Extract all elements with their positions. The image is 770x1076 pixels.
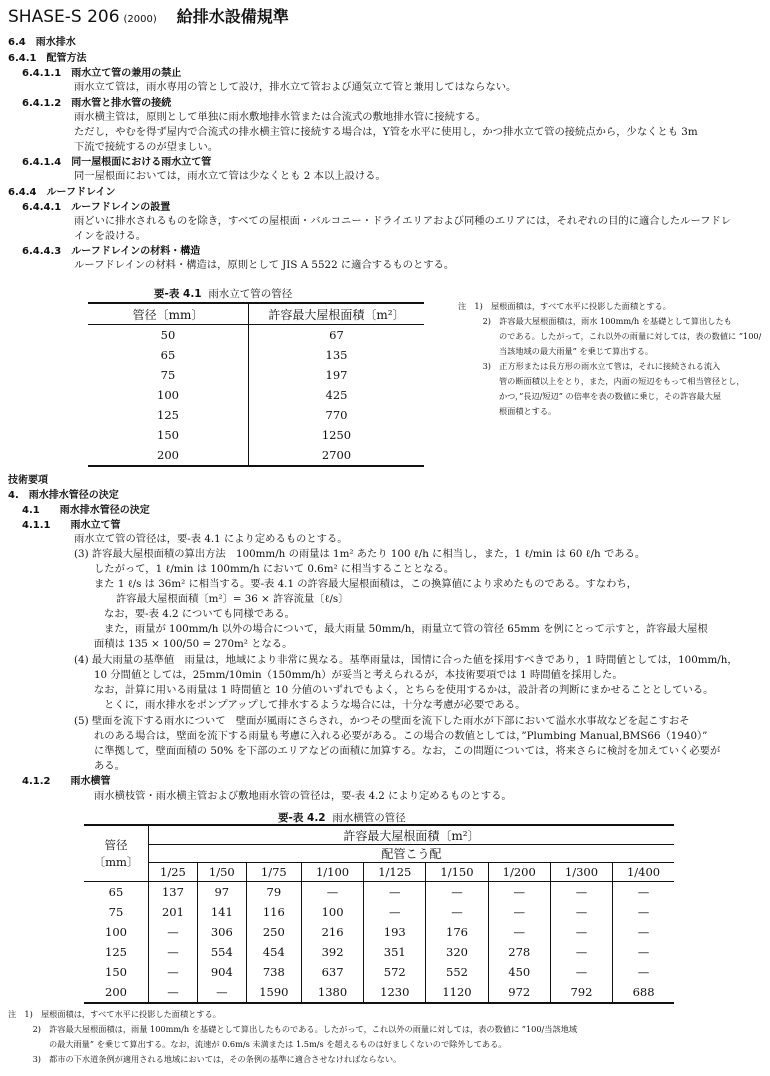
cell-area: 1590 bbox=[246, 982, 301, 1003]
cell-area: 450 bbox=[488, 962, 550, 982]
cell-area: — bbox=[613, 882, 674, 903]
cell-area: 97 bbox=[197, 882, 246, 903]
note-line: 注 1) 屋根面積は，すべて水平に投影した面積とする。 bbox=[8, 1009, 221, 1019]
note-line: 当該地域の最大雨量” を乗じて算出する。 bbox=[458, 346, 654, 356]
standard-code: SHASE-S 206 bbox=[8, 7, 120, 27]
cell-area: — bbox=[550, 962, 612, 982]
cell-area: — bbox=[364, 902, 426, 922]
cell-area: 554 bbox=[197, 942, 246, 962]
cell-area: — bbox=[613, 922, 674, 942]
section-heading: 6.4.4 ルーフドレイン bbox=[8, 187, 116, 198]
body-line: ある。 bbox=[94, 760, 125, 772]
body-line: また，雨量が 100mm/h 以外の場合について，最大雨量 50mm/h，雨量立て管の管径 65mm を例にとって示すと，許容最大屋根 bbox=[104, 623, 708, 635]
body-line: ルーフドレインの材料・構造は，原則として JIS A 5522 に適合するものとする。 bbox=[74, 259, 455, 271]
cell-area: 141 bbox=[197, 902, 246, 922]
body-line: 雨水立て管の管径は，要-表 4.1 により定めるものとする。 bbox=[74, 533, 348, 545]
body-line: とくに，雨水排水をポンプアップして排水するような場合には，十分な考慮が必要である。 bbox=[104, 699, 526, 711]
cell-area: — bbox=[550, 922, 612, 942]
body-line: なお，計算に用いる雨量は 1 時間値と 10 分値のいずれでもよく，とちらを使用するかは，設計者の判断にまかせることとしている。 bbox=[94, 684, 714, 696]
table1-header-diameter: 管径〔mm〕 bbox=[88, 303, 249, 325]
table-row bbox=[88, 405, 424, 425]
cell-area: — bbox=[149, 942, 198, 962]
cell-area: 197 bbox=[325, 368, 348, 382]
section-heading: 6.4.4.3 ルーフドレインの材料・構造 bbox=[22, 246, 201, 257]
body-line: 雨水横枝管・雨水横主管および敷地雨水管の管径は，要-表 4.2 により定めるものとする。 bbox=[94, 790, 512, 802]
body-line: 同一屋根面においては，雨水立て管は少なくとも 2 本以上設ける。 bbox=[74, 170, 386, 182]
table-row bbox=[88, 345, 424, 365]
cell-diameter: 150 bbox=[88, 425, 249, 445]
table2-caption-number: 要-表 4.2 bbox=[278, 812, 326, 824]
cell-area: — bbox=[149, 982, 198, 1003]
body-line: なお，要-表 4.2 についても同様である。 bbox=[104, 608, 295, 620]
cell-area: 972 bbox=[488, 982, 550, 1003]
section-heading: 6.4.1.2 雨水管と排水管の接続 bbox=[22, 98, 172, 109]
table1-caption-text: 雨水立て管の管径 bbox=[208, 288, 293, 300]
table-row bbox=[84, 942, 674, 962]
table-rainwater-horizontal bbox=[84, 824, 674, 1004]
slope-header: 1/75 bbox=[246, 863, 301, 882]
body-line: また 1 ℓ/s は 36m² に相当する。要-表 4.1 の許容最大屋根面積は，この換算値により求めたものである。すなわち， bbox=[94, 578, 638, 590]
section-heading: 4.1.2 雨水横管 bbox=[22, 776, 111, 787]
table-row bbox=[84, 922, 674, 942]
cell-area: 216 bbox=[301, 922, 363, 942]
cell-area: 2700 bbox=[249, 445, 425, 466]
cell-area: 392 bbox=[301, 942, 363, 962]
cell-area: — bbox=[613, 942, 674, 962]
cell-area: 116 bbox=[246, 902, 301, 922]
section-heading: 6.4.1.4 同一屋根面における雨水立て管 bbox=[22, 157, 212, 168]
cell-diameter: 125 bbox=[105, 945, 127, 959]
cell-diameter: 200 bbox=[84, 982, 149, 1003]
body-line: (4) 最大雨量の基準値 雨量は，地域により非常に異なる。基準雨量は，国情に合った値を採用すべきであり，1 時間値としては，100mm/h， bbox=[74, 654, 738, 666]
section-heading: 6.4.1.1 雨水立て管の兼用の禁止 bbox=[22, 68, 182, 79]
body-line: 10 分間値としては，25mm/10min（150mm/h）が妥当と考えられるが，本技術要項では 1 時間値を採用した。 bbox=[94, 669, 623, 681]
cell-area: 135 bbox=[325, 348, 348, 362]
cell-area: — bbox=[613, 962, 674, 982]
cell-area: 306 bbox=[197, 922, 246, 942]
cell-area: 193 bbox=[364, 922, 426, 942]
body-line: したがって，1 ℓ/min は 100mm/h において 0.6m² に相当することとなる。 bbox=[94, 563, 455, 575]
cell-area: 688 bbox=[613, 982, 674, 1003]
cell-area: — bbox=[613, 902, 674, 922]
table2-corner bbox=[84, 825, 149, 882]
cell-diameter: 65 bbox=[108, 885, 124, 899]
table-row bbox=[88, 365, 424, 385]
body-line: 雨水立て管は，雨水専用の管として設け，排水立て管および通気立て管と兼用してはならない。 bbox=[74, 81, 517, 93]
cell-area: — bbox=[550, 882, 612, 903]
cell-area: 1250 bbox=[321, 428, 352, 442]
section-heading: 6.4 雨水排水 bbox=[8, 37, 76, 48]
table1-caption-number: 要-表 4.1 bbox=[154, 288, 202, 300]
slope-header: 1/50 bbox=[197, 863, 246, 882]
slope-header: 1/150 bbox=[426, 863, 488, 882]
body-line: 面積は 135 × 100/50 = 270m² となる。 bbox=[94, 638, 293, 650]
cell-area: 250 bbox=[246, 922, 301, 942]
cell-area: 904 bbox=[197, 962, 246, 982]
body-line: 下流で接続するのが望ましい。 bbox=[74, 141, 219, 153]
cell-area: 351 bbox=[364, 942, 426, 962]
cell-area: — bbox=[301, 882, 363, 903]
cell-area: 137 bbox=[149, 882, 198, 903]
table2-corner-unit: 〔mm〕 bbox=[93, 854, 139, 869]
body-line: (5) 壁面を流下する雨水について 壁面が風雨にさらされ，かつその壁面を流下した雨水が下部において溢水水事故などを起こすおそ bbox=[74, 715, 690, 727]
body-line: 雨水横主管は，原則として単独に雨水敷地排水管または合流式の敷地排水管に接続する。 bbox=[74, 111, 486, 123]
cell-area: 100 bbox=[301, 902, 363, 922]
cell-diameter: 100 bbox=[88, 385, 249, 405]
cell-area: — bbox=[426, 882, 488, 903]
table1-caption bbox=[154, 286, 292, 301]
cell-diameter: 75 bbox=[108, 905, 124, 919]
cell-diameter: 150 bbox=[105, 965, 127, 979]
slope-header: 1/300 bbox=[550, 863, 612, 882]
note-line: のである。したがって，これ以外の雨量に対しては，表の数値に ”100/ bbox=[458, 331, 762, 341]
slope-header: 1/100 bbox=[301, 863, 363, 882]
cell-area: 79 bbox=[246, 882, 301, 903]
slope-header: 1/125 bbox=[364, 863, 426, 882]
cell-diameter: 100 bbox=[105, 925, 127, 939]
cell-area: — bbox=[149, 962, 198, 982]
table-row bbox=[88, 445, 424, 466]
page-header bbox=[8, 4, 289, 30]
section-heading: 6.4.4.1 ルーフドレインの設置 bbox=[22, 202, 171, 213]
note-line: 管の断面積以上をとり，また，内面の短辺をもって相当管径とし， bbox=[458, 376, 745, 386]
cell-area: 738 bbox=[246, 962, 301, 982]
cell-diameter: 75 bbox=[88, 365, 249, 385]
slope-header: 1/400 bbox=[613, 863, 674, 882]
cell-area: 176 bbox=[426, 922, 488, 942]
note-line: 2) 許容最大屋根面積は，雨量 100mm/h を基礎として算出したものである。したがって，これ以外の雨量に対しては，表の数値に ”100/当該地域 bbox=[8, 1024, 578, 1034]
table2-corner-label: 管径 bbox=[104, 837, 128, 852]
note-line: 3) 正方形または長方形の雨水立て管は，それに接続される流入 bbox=[458, 361, 721, 371]
cell-area: 320 bbox=[426, 942, 488, 962]
body-line: 雨どいに排水されるものを除き，すべての屋根面・バルコニー・ドライエリアおよび同種のエリアには，それぞれの目的に適合したルーフドレ bbox=[74, 215, 732, 227]
table-row bbox=[84, 962, 674, 982]
table-row bbox=[88, 425, 424, 445]
section-heading: 4.1 雨水排水管径の決定 bbox=[22, 505, 150, 516]
cell-area: 454 bbox=[246, 942, 301, 962]
body-line: 許容最大屋根面積〔m²〕= 36 × 許容流量〔ℓ/s〕 bbox=[116, 593, 349, 605]
cell-area: — bbox=[550, 902, 612, 922]
slope-header: 1/25 bbox=[149, 863, 198, 882]
cell-area: 637 bbox=[301, 962, 363, 982]
section-heading: 技術要項 bbox=[8, 475, 48, 486]
table2-group-header: 許容最大屋根面積〔m²〕 bbox=[149, 825, 675, 845]
cell-area: 67 bbox=[329, 328, 344, 342]
cell-area: 770 bbox=[325, 408, 348, 422]
cell-area: — bbox=[488, 922, 550, 942]
cell-area: — bbox=[149, 922, 198, 942]
cell-diameter: 125 bbox=[88, 405, 249, 425]
table-row bbox=[88, 325, 424, 346]
cell-diameter: 65 bbox=[88, 345, 249, 365]
body-line: ただし，やむを得ず屋内で合流式の排水横主管に接続する場合は，Y管を水平に使用し，かつ排水立て管の接続点から，少なくとも 3m bbox=[74, 126, 698, 138]
page-title: 給排水設備規準 bbox=[176, 7, 289, 26]
cell-area: 201 bbox=[149, 902, 198, 922]
body-line: れのある場合は，壁面を流下する雨量も考慮に入れる必要がある。この場合の数値としては，”Plumbing Manual,BMS66（1940）” bbox=[94, 730, 708, 742]
body-line: (3) 許容最大屋根面積の算出方法 100mm/h の雨量は 1m² あたり 100 ℓ/h に相当し，また，1 ℓ/min は 60 ℓ/h である。 bbox=[74, 548, 646, 560]
cell-area: 792 bbox=[550, 982, 612, 1003]
cell-area: 425 bbox=[325, 388, 348, 402]
cell-area: — bbox=[197, 982, 246, 1003]
table2-caption-text: 雨水横管の管径 bbox=[332, 812, 406, 824]
section-heading: 6.4.1 配管方法 bbox=[8, 53, 87, 64]
table2-caption bbox=[278, 810, 406, 825]
cell-area: 552 bbox=[426, 962, 488, 982]
table-row bbox=[84, 902, 674, 922]
note-line: の最大雨量” を乗じて算出する。なお，流速が 0.6m/s 未満または 1.5m/s を超えるものは好ましくないので除外してある。 bbox=[8, 1039, 507, 1049]
cell-area: 278 bbox=[488, 942, 550, 962]
cell-area: 1120 bbox=[426, 982, 488, 1003]
cell-area: 572 bbox=[364, 962, 426, 982]
cell-area: — bbox=[550, 942, 612, 962]
note-line: 根面積とする。 bbox=[458, 406, 557, 416]
body-line: インを設ける。 bbox=[74, 230, 147, 242]
cell-area: — bbox=[426, 902, 488, 922]
section-heading: 4. 雨水排水管径の決定 bbox=[8, 490, 119, 501]
table1-header-area: 許容最大屋根面積〔m²〕 bbox=[249, 303, 425, 325]
note-line: かつ，”長辺/短辺” の倍率を表の数値に乗じ，その許容最大屋 bbox=[458, 391, 722, 401]
cell-area: — bbox=[364, 882, 426, 903]
cell-diameter: 50 bbox=[88, 325, 249, 346]
standard-year: (2000) bbox=[123, 14, 157, 25]
slope-header: 1/200 bbox=[488, 863, 550, 882]
table-rainwater-stack bbox=[88, 302, 424, 467]
body-line: に準拠して，壁面面積の 50% を下部のエリアなどの面積に加算する。なお，この問題については，将来さらに検討を加えていく必要が bbox=[94, 745, 721, 757]
section-heading: 4.1.1 雨水立て管 bbox=[22, 520, 121, 531]
note-line: 注 1) 屋根面積は，すべて水平に投影した面積とする。 bbox=[458, 301, 671, 311]
table-row bbox=[84, 882, 674, 903]
table2-sub-header: 配管こう配 bbox=[149, 845, 675, 863]
note-line: 3) 都市の下水道条例が適用される地域においては，その条例の基準に適合させなければならない。 bbox=[8, 1054, 402, 1064]
cell-area: — bbox=[488, 902, 550, 922]
cell-area: 1230 bbox=[364, 982, 426, 1003]
cell-area: 1380 bbox=[301, 982, 363, 1003]
table-row bbox=[88, 385, 424, 405]
table-row bbox=[84, 982, 674, 1003]
cell-area: — bbox=[488, 882, 550, 903]
note-line: 2) 許容最大屋根面積は，雨水 100mm/h を基礎として算出したも bbox=[458, 316, 732, 326]
cell-diameter: 200 bbox=[88, 445, 249, 466]
